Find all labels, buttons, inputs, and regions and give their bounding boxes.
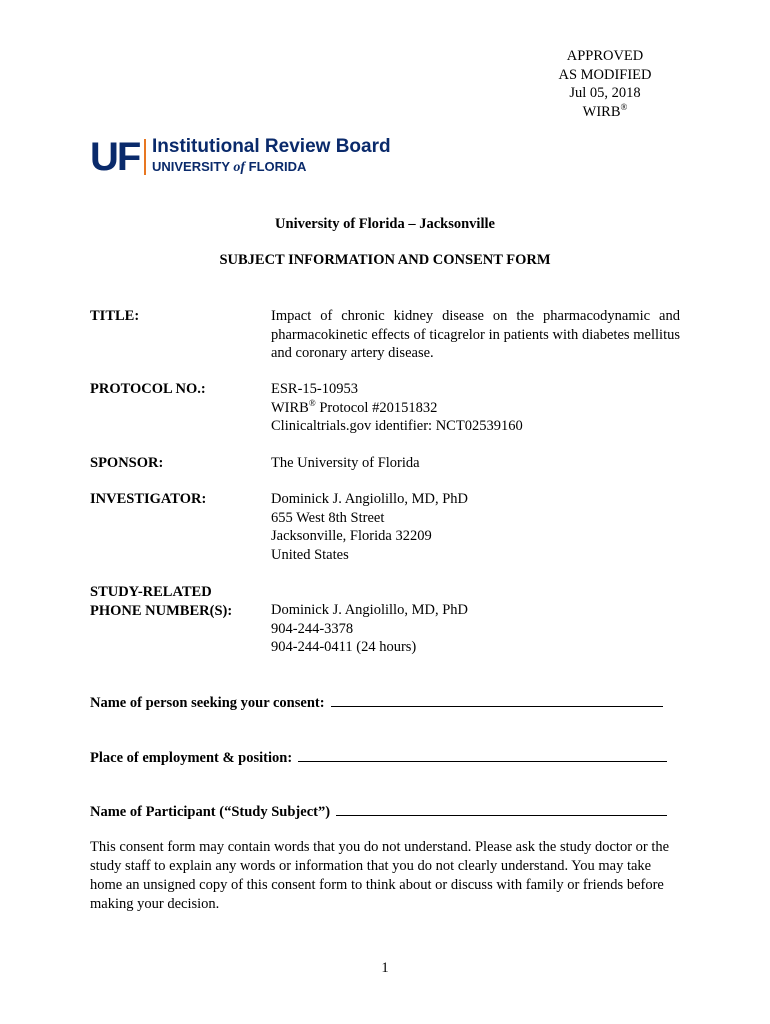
investigator-name: Dominick J. Angiolillo, MD, PhD <box>271 491 468 507</box>
protocol-number: ESR-15-10953 <box>271 381 358 397</box>
investigator-street: 655 West 8th Street <box>271 509 385 526</box>
investigator-row <box>90 490 680 565</box>
stamp-line-approved: APPROVED <box>566 48 644 64</box>
consent-person-label: Name of person seeking your consent: <box>90 695 325 711</box>
protocol-value <box>271 380 680 436</box>
employment-line[interactable] <box>298 748 667 762</box>
institution-heading: University of Florida – Jacksonville <box>275 216 495 232</box>
sponsor-value: The University of Florida <box>271 455 420 471</box>
employment-field <box>90 748 667 767</box>
logo-title: Institutional Review Board <box>152 136 391 157</box>
page-number: 1 <box>381 960 389 976</box>
phone-number: 904-244-3378 <box>271 620 354 637</box>
title-label: TITLE: <box>90 308 140 324</box>
phone-value <box>271 601 680 657</box>
stamp-line-wirb: WIRB® <box>582 101 628 120</box>
title-value: Impact of chronic kidney disease on the pharmacodynamic and pharmacokinetic effects of ticagrelor in patients with diabetes mellitus and coronary artery disease. <box>271 308 680 361</box>
investigator-value <box>271 490 680 564</box>
phone-row <box>90 583 680 658</box>
protocol-label: PROTOCOL NO.: <box>90 381 206 397</box>
consent-paragraph: This consent form may contain words that you do not understand. Please ask the study doctor or the study staff to explain any words or information that you do not clearly understand. You may take home an unsigned copy of this consent form to think about or discuss with family or friends before making your decision. <box>90 839 670 912</box>
phone-number-24h: 904-244-0411 (24 hours) <box>271 639 417 655</box>
stamp-line-modified: AS MODIFIED <box>558 66 652 83</box>
approval-stamp <box>540 47 670 121</box>
clinicaltrials-id: Clinicaltrials.gov identifier: NCT02539160 <box>271 418 523 434</box>
consent-person-field <box>90 693 663 712</box>
investigator-city: Jacksonville, Florida 32209 <box>271 528 432 544</box>
consent-person-line[interactable] <box>331 693 663 707</box>
participant-label: Name of Participant (“Study Subject”) <box>90 804 331 820</box>
protocol-row <box>90 380 680 436</box>
participant-field <box>90 802 667 821</box>
sponsor-row <box>90 454 680 473</box>
uf-logo-mark: UF <box>90 135 140 179</box>
employment-label: Place of employment & position: <box>90 750 293 766</box>
wirb-protocol: WIRB® Protocol #20151832 <box>271 397 438 416</box>
investigator-label: INVESTIGATOR: <box>90 491 207 507</box>
phone-contact-name: Dominick J. Angiolillo, MD, PhD <box>271 602 468 618</box>
registered-mark: ® <box>620 101 628 112</box>
sponsor-label: SPONSOR: <box>90 455 164 471</box>
participant-line[interactable] <box>336 802 667 816</box>
form-title: SUBJECT INFORMATION AND CONSENT FORM <box>219 252 551 268</box>
phone-label: STUDY-RELATED PHONE NUMBER(S): <box>90 584 233 619</box>
logo-university: UNIVERSITY of FLORIDA <box>152 159 307 175</box>
logo-divider <box>144 139 146 175</box>
stamp-line-date: Jul 05, 2018 <box>569 85 641 101</box>
investigator-country: United States <box>271 546 349 563</box>
title-row <box>90 307 680 363</box>
